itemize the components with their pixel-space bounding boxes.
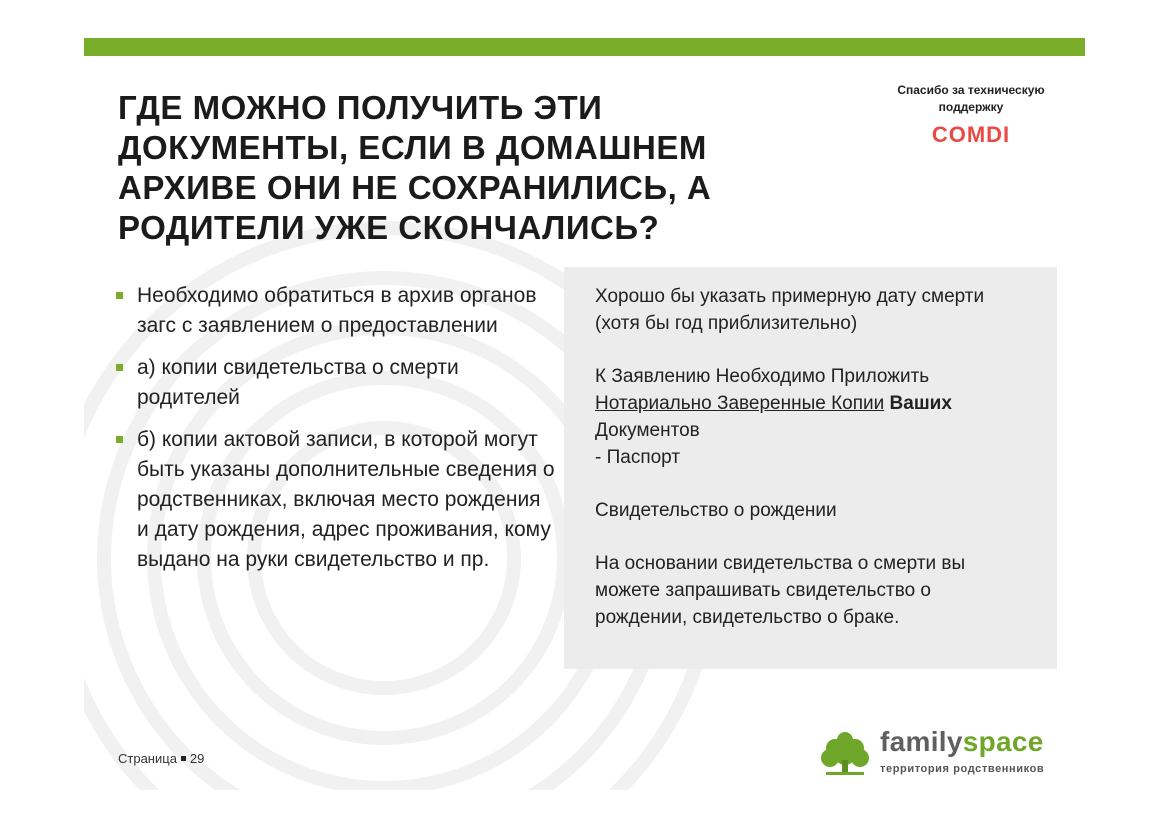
comdi-logo: COMDI	[931, 122, 1011, 147]
info-paragraph-birth: Свидетельство о рождении	[595, 500, 837, 521]
your-text: Ваших	[889, 393, 952, 414]
info-paragraph-date: Хорошо бы указать примерную дату смерти (хотя бы год приблизительно)	[595, 286, 985, 334]
bullet-square-icon	[116, 292, 123, 299]
slide	[84, 38, 1085, 790]
slide-title: ГДЕ МОЖНО ПОЛУЧИТЬ ЭТИ ДОКУМЕНТЫ, ЕСЛИ В ДОМАШНЕМ АРХИВЕ ОНИ НЕ СОХРАНИЛИСЬ, А РОДИТЕЛИ УЖЕ СКОНЧАЛИСЬ?	[118, 89, 712, 246]
brand-name	[880, 726, 1044, 758]
brand-name-part1: family	[880, 726, 963, 757]
page-label: Страница	[118, 751, 177, 766]
attach-heading: К Заявлению Необходимо Приложить	[595, 366, 930, 387]
sponsor-block	[874, 82, 1068, 148]
page-footer	[118, 751, 204, 766]
bullet-item	[116, 353, 556, 413]
notarized-copies-text: Нотариально Заверенные Копии	[595, 393, 885, 414]
documents-text: Документов	[595, 420, 700, 441]
separator-square-icon	[181, 756, 186, 761]
info-box	[564, 267, 1057, 669]
bullet-square-icon	[116, 364, 123, 371]
bullet-text: б) копии актовой записи, в которой могут быть указаны дополнительные сведения о родственниках, включая место рождения и дату рождения, адрес проживания, кому выдано на руки свидетельство и пр.	[137, 428, 555, 571]
bullet-square-icon	[116, 436, 123, 443]
bullet-text: а) копии свидетельства о смерти родителей	[137, 356, 459, 409]
top-accent-bar	[84, 38, 1085, 56]
info-paragraph-attachments	[595, 363, 1027, 471]
sponsor-text: Спасибо за техническую поддержку	[897, 83, 1045, 114]
bullet-item	[116, 281, 556, 341]
passport-item: - Паспорт	[595, 447, 681, 468]
bullet-text: Необходимо обратиться в архив органов загс с заявлением о предоставлении	[137, 284, 537, 337]
page-number: 29	[189, 751, 205, 766]
info-paragraph-basis: На основании свидетельства о смерти вы можете запрашивать свидетельство о рождении, свидетельство о браке.	[595, 553, 966, 628]
brand-name-part2: space	[962, 726, 1044, 757]
brand-tagline: территория родственников	[880, 763, 1045, 775]
bullet-list	[116, 281, 556, 587]
bullet-item	[116, 425, 556, 575]
tree-icon	[820, 730, 870, 776]
familyspace-logo	[820, 726, 1080, 782]
